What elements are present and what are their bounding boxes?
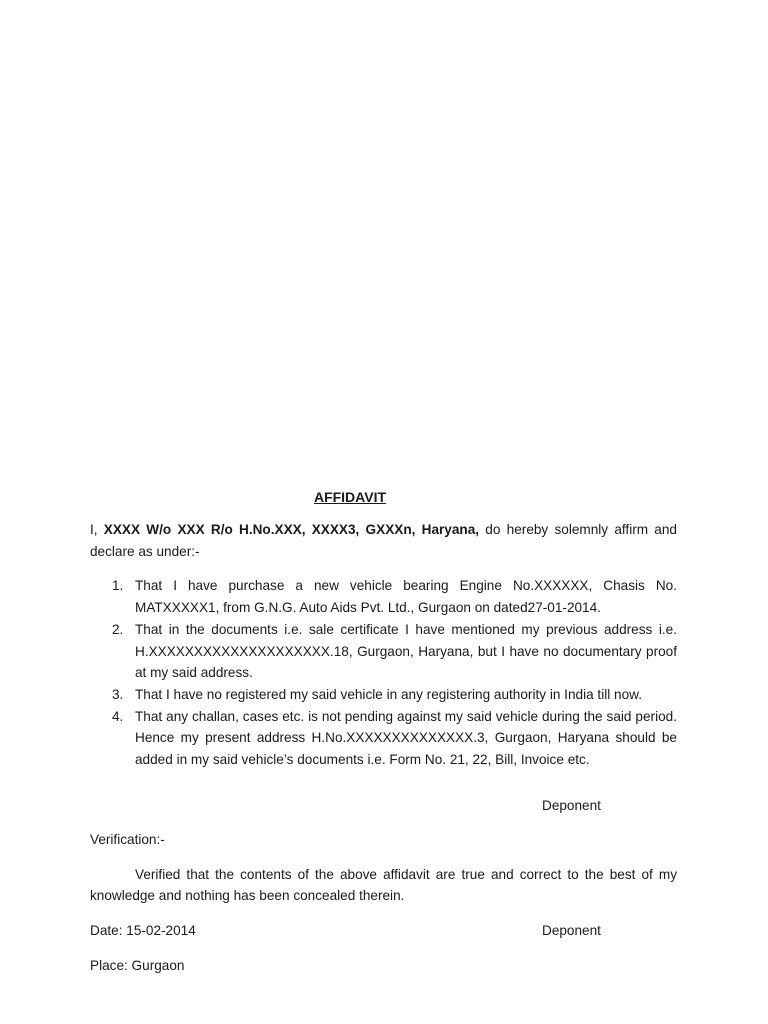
deponent-label: Deponent [542, 797, 601, 813]
place-text: Place: Gurgaon [90, 958, 185, 974]
list-item-number: 3. [112, 686, 124, 702]
list-item [90, 619, 677, 684]
list-item-text: That any challan, cases etc. is not pending against my said vehicle during the said period. Hence my present address H.No.XXXXXXXXXXXXXX.3, Gurgaon, Haryana should be added in my said vehicle’s documents i.e. Form No. 21, 22, Bill, Invoice etc. [135, 708, 677, 768]
list-item [90, 684, 677, 706]
list-item [90, 575, 677, 618]
list-item-text: That I have no registered my said vehicle in any registering authority in India till now. [135, 686, 643, 702]
intro-prefix: I, [90, 522, 104, 537]
list-item-text: That I have purchase a new vehicle bearing Engine No.XXXXXX, Chasis No. MATXXXXX1, from G.N.G. Auto Aids Pvt. Ltd., Gurgaon on dated27-01-2014. [135, 578, 677, 616]
deponent-label-bottom: Deponent [542, 923, 601, 939]
declaration-list [90, 575, 677, 770]
intro-suffix: do hereby solemnly affirm and declare as under:- [90, 522, 677, 559]
list-item-number: 4. [112, 708, 124, 724]
verification-heading: Verification:- [90, 831, 165, 847]
date-text: Date: 15-02-2014 [90, 923, 196, 939]
affidavit-body [90, 487, 677, 977]
list-item-number: 1. [112, 578, 124, 594]
date-line [90, 920, 677, 942]
deponent-name-address: XXXX W/o XXX R/o H.No.XXX, XXXX3, GXXXn, Haryana, [103, 522, 480, 537]
verification-paragraph: Verified that the contents of the above affidavit are true and correct to the best of my knowledge and nothing has been concealed therein. [90, 866, 677, 904]
list-item-number: 2. [112, 621, 124, 637]
document-title: AFFIDAVIT [313, 489, 387, 505]
list-item [90, 706, 677, 771]
list-item-text: That in the documents i.e. sale certificate I have mentioned my previous address i.e. H.XXXXXXXXXXXXXXXXXXXX.18, Gurgaon, Haryana, but I have no documentary proof at my said address. [135, 621, 677, 681]
intro-paragraph [90, 519, 677, 562]
deponent-signature-line [90, 795, 677, 817]
